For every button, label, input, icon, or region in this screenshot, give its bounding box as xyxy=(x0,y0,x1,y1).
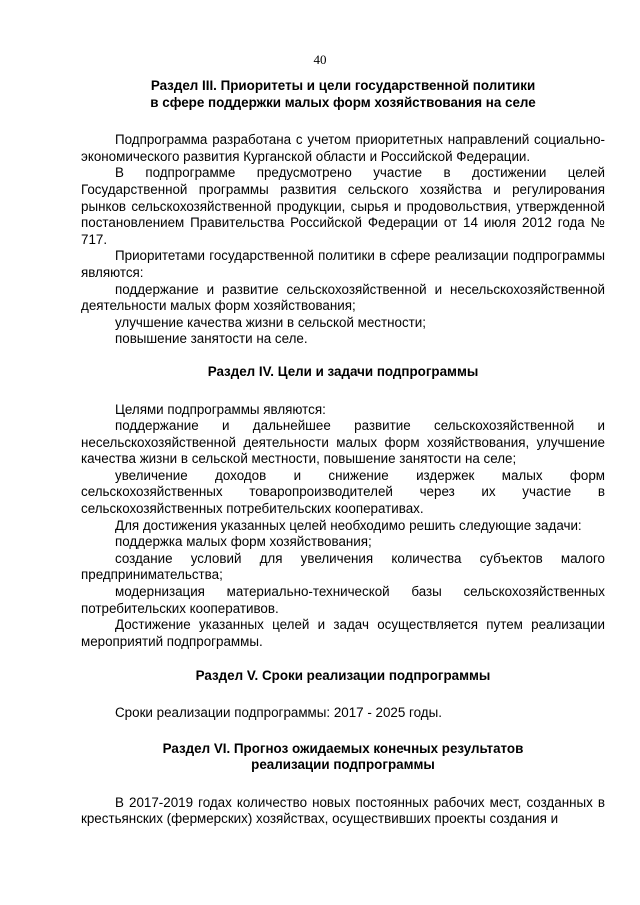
section-4-paragraph: Для достижения указанных целей необходимо решить следующие задачи: xyxy=(115,517,582,533)
section-4-paragraph: увеличение доходов и снижение издержек малых форм сельскохозяйственных товаропроизводителей через их участие в сельскохозяйственных потребительских кооперативах. xyxy=(81,467,605,517)
section-4-paragraph: поддержание и дальнейшее развитие сельскохозяйственной и несельскохозяйственной деятельности малых форм хозяйствования, улучшение качества жизни в сельской местности, повышение занятости на селе; xyxy=(81,418,605,467)
section-4 xyxy=(81,364,605,651)
section-3 xyxy=(81,78,605,348)
section-3-paragraph: повышение занятости на селе. xyxy=(115,331,308,347)
section-6-heading xyxy=(81,741,605,774)
document-body xyxy=(81,78,605,828)
section-5-heading xyxy=(81,668,605,685)
section-3-paragraph: В подпрограмме предусмотрено участие в достижении целей Государственной программы развития сельского хозяйства и регулирования рынков сельскохозяйственной продукции, сырья и продовольствия, утвержденной постановлением Правительства Российской Федерации от 14 июля 2012 года № 717. xyxy=(81,165,605,247)
section-4-paragraph: создание условий для увеличения количества субъектов малого предпринимательства; xyxy=(81,550,605,583)
section-3-paragraph: Подпрограмма разработана с учетом приоритетных направлений социально-экономического развития Курганской области и Российской Федерации. xyxy=(81,132,605,164)
section-4-paragraph: поддержка малых форм хозяйствования; xyxy=(115,534,372,550)
section-4-paragraph: Достижение указанных целей и задач осуществляется путем реализации мероприятий подпрограммы. xyxy=(81,617,605,649)
page-number: 40 xyxy=(313,52,327,67)
section-5-paragraph: Сроки реализации подпрограммы: 2017 - 2025 годы. xyxy=(115,705,442,720)
section-6-paragraph: В 2017-2019 годах количество новых постоянных рабочих мест, созданных в крестьянских (фермерских) хозяйствах, осуществивших проекты создания и xyxy=(81,794,605,827)
section-3-paragraph: поддержание и развитие сельскохозяйственной и несельскохозяйственной деятельности малых форм хозяйствования; xyxy=(81,281,605,314)
section-4-paragraph: Целями подпрограммы являются: xyxy=(115,401,326,417)
section-6 xyxy=(81,741,605,828)
section-3-heading xyxy=(81,78,605,111)
section-4-heading xyxy=(81,364,605,381)
section-6-heading-line-1: Раздел VI. Прогноз ожидаемых конечных результатов xyxy=(162,740,524,756)
section-3-paragraph: Приоритетами государственной политики в сфере реализации подпрограммы являются: xyxy=(81,248,605,280)
section-4-heading-line-1: Раздел IV. Цели и задачи подпрограммы xyxy=(207,363,479,379)
section-5 xyxy=(81,668,605,721)
section-6-heading-line-2: реализации подпрограммы xyxy=(251,757,435,773)
section-3-heading-line-1: Раздел III. Приоритеты и цели государственной политики xyxy=(150,78,536,93)
section-5-heading-line-1: Раздел V. Сроки реализации подпрограммы xyxy=(195,668,491,684)
section-3-paragraph: улучшение качества жизни в сельской местности; xyxy=(115,314,427,330)
section-4-paragraph: модернизация материально-технической базы сельскохозяйственных потребительских кооперативов. xyxy=(81,584,605,616)
section-3-heading-line-2: в сфере поддержки малых форм хозяйствования на селе xyxy=(150,94,536,110)
